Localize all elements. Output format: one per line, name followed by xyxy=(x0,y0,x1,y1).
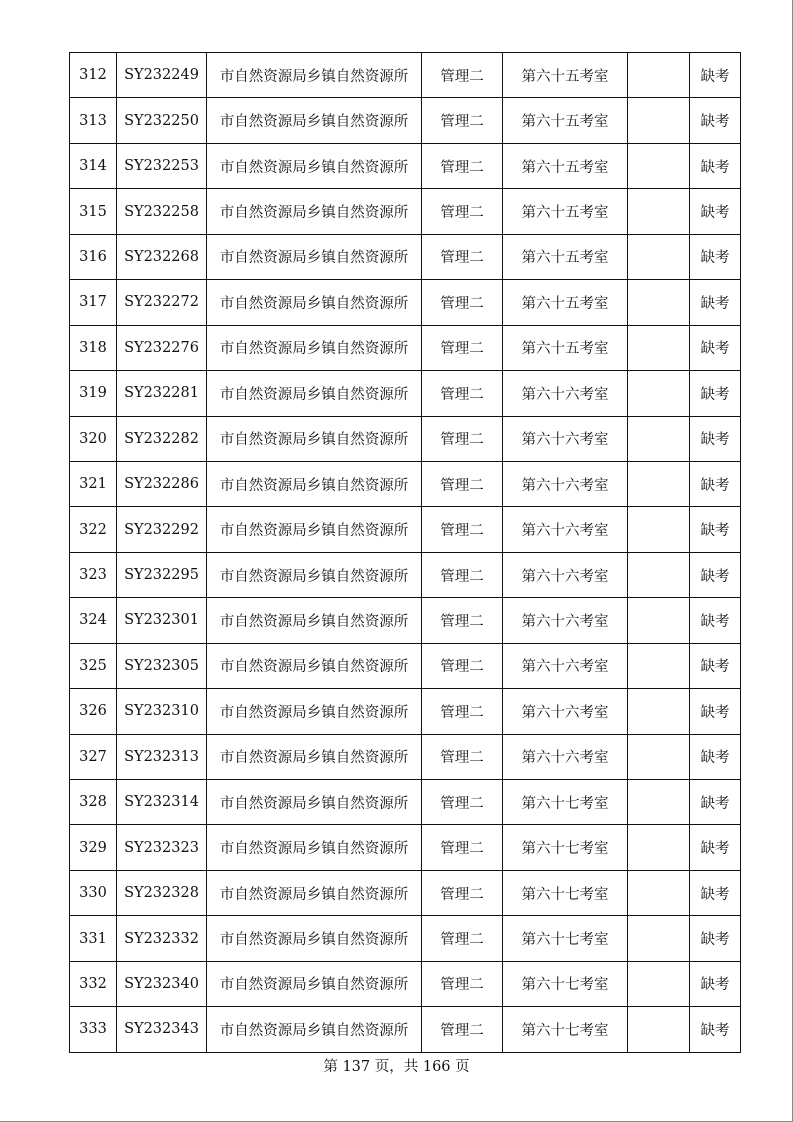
cell-score xyxy=(628,507,690,552)
cell-candidate-id: SY232253 xyxy=(117,143,207,188)
cell-post: 管理二 xyxy=(422,916,503,961)
cell-candidate-id: SY232250 xyxy=(117,98,207,143)
cell-post: 管理二 xyxy=(422,598,503,643)
cell-unit: 市自然资源局乡镇自然资源所 xyxy=(207,916,422,961)
table-row xyxy=(70,98,741,143)
cell-unit: 市自然资源局乡镇自然资源所 xyxy=(207,98,422,143)
cell-score xyxy=(628,234,690,279)
cell-seq: 314 xyxy=(70,143,117,188)
table-row xyxy=(70,689,741,734)
cell-remark: 缺考 xyxy=(690,143,741,188)
cell-score xyxy=(628,734,690,779)
table-row xyxy=(70,371,741,416)
cell-unit: 市自然资源局乡镇自然资源所 xyxy=(207,53,422,98)
cell-exam-room: 第六十六考室 xyxy=(503,461,628,506)
cell-unit: 市自然资源局乡镇自然资源所 xyxy=(207,143,422,188)
cell-candidate-id: SY232276 xyxy=(117,325,207,370)
table-row xyxy=(70,734,741,779)
cell-unit: 市自然资源局乡镇自然资源所 xyxy=(207,961,422,1006)
cell-seq: 326 xyxy=(70,689,117,734)
cell-remark: 缺考 xyxy=(690,280,741,325)
table-row xyxy=(70,643,741,688)
cell-post: 管理二 xyxy=(422,416,503,461)
cell-candidate-id: SY232343 xyxy=(117,1007,207,1052)
cell-candidate-id: SY232281 xyxy=(117,371,207,416)
table-row xyxy=(70,598,741,643)
cell-remark: 缺考 xyxy=(690,53,741,98)
cell-post: 管理二 xyxy=(422,371,503,416)
cell-remark: 缺考 xyxy=(690,643,741,688)
cell-post: 管理二 xyxy=(422,552,503,597)
cell-post: 管理二 xyxy=(422,143,503,188)
cell-seq: 327 xyxy=(70,734,117,779)
cell-post: 管理二 xyxy=(422,189,503,234)
cell-candidate-id: SY232314 xyxy=(117,780,207,825)
cell-post: 管理二 xyxy=(422,1007,503,1052)
cell-score xyxy=(628,280,690,325)
cell-score xyxy=(628,416,690,461)
table-row xyxy=(70,143,741,188)
cell-exam-room: 第六十五考室 xyxy=(503,325,628,370)
cell-exam-room: 第六十六考室 xyxy=(503,552,628,597)
cell-unit: 市自然资源局乡镇自然资源所 xyxy=(207,371,422,416)
cell-score xyxy=(628,552,690,597)
cell-candidate-id: SY232292 xyxy=(117,507,207,552)
cell-unit: 市自然资源局乡镇自然资源所 xyxy=(207,1007,422,1052)
cell-candidate-id: SY232310 xyxy=(117,689,207,734)
cell-score xyxy=(628,916,690,961)
cell-unit: 市自然资源局乡镇自然资源所 xyxy=(207,870,422,915)
cell-candidate-id: SY232301 xyxy=(117,598,207,643)
cell-unit: 市自然资源局乡镇自然资源所 xyxy=(207,825,422,870)
cell-score xyxy=(628,325,690,370)
cell-seq: 330 xyxy=(70,870,117,915)
cell-candidate-id: SY232328 xyxy=(117,870,207,915)
cell-candidate-id: SY232313 xyxy=(117,734,207,779)
cell-score xyxy=(628,961,690,1006)
cell-seq: 325 xyxy=(70,643,117,688)
cell-post: 管理二 xyxy=(422,507,503,552)
cell-unit: 市自然资源局乡镇自然资源所 xyxy=(207,325,422,370)
cell-remark: 缺考 xyxy=(690,461,741,506)
cell-remark: 缺考 xyxy=(690,507,741,552)
cell-score xyxy=(628,780,690,825)
cell-remark: 缺考 xyxy=(690,598,741,643)
table-row xyxy=(70,870,741,915)
table-row xyxy=(70,780,741,825)
cell-exam-room: 第六十七考室 xyxy=(503,916,628,961)
cell-unit: 市自然资源局乡镇自然资源所 xyxy=(207,189,422,234)
cell-remark: 缺考 xyxy=(690,325,741,370)
cell-candidate-id: SY232286 xyxy=(117,461,207,506)
cell-unit: 市自然资源局乡镇自然资源所 xyxy=(207,461,422,506)
cell-post: 管理二 xyxy=(422,53,503,98)
cell-post: 管理二 xyxy=(422,325,503,370)
cell-seq: 318 xyxy=(70,325,117,370)
cell-score xyxy=(628,1007,690,1052)
cell-seq: 321 xyxy=(70,461,117,506)
cell-score xyxy=(628,870,690,915)
cell-candidate-id: SY232323 xyxy=(117,825,207,870)
table-row xyxy=(70,189,741,234)
cell-seq: 320 xyxy=(70,416,117,461)
cell-score xyxy=(628,98,690,143)
cell-candidate-id: SY232340 xyxy=(117,961,207,1006)
cell-score xyxy=(628,598,690,643)
cell-post: 管理二 xyxy=(422,234,503,279)
cell-exam-room: 第六十五考室 xyxy=(503,53,628,98)
cell-seq: 333 xyxy=(70,1007,117,1052)
cell-seq: 324 xyxy=(70,598,117,643)
cell-exam-room: 第六十七考室 xyxy=(503,1007,628,1052)
cell-remark: 缺考 xyxy=(690,961,741,1006)
cell-unit: 市自然资源局乡镇自然资源所 xyxy=(207,734,422,779)
cell-remark: 缺考 xyxy=(690,780,741,825)
cell-remark: 缺考 xyxy=(690,1007,741,1052)
page-number-label: 第 137 页，共 166 页 xyxy=(323,1059,470,1075)
table-row xyxy=(70,961,741,1006)
table-row xyxy=(70,416,741,461)
table-row xyxy=(70,507,741,552)
cell-seq: 328 xyxy=(70,780,117,825)
cell-unit: 市自然资源局乡镇自然资源所 xyxy=(207,416,422,461)
cell-post: 管理二 xyxy=(422,280,503,325)
table-row xyxy=(70,234,741,279)
cell-post: 管理二 xyxy=(422,870,503,915)
cell-post: 管理二 xyxy=(422,825,503,870)
cell-seq: 322 xyxy=(70,507,117,552)
cell-post: 管理二 xyxy=(422,961,503,1006)
cell-candidate-id: SY232295 xyxy=(117,552,207,597)
cell-candidate-id: SY232249 xyxy=(117,53,207,98)
cell-score xyxy=(628,643,690,688)
cell-post: 管理二 xyxy=(422,98,503,143)
cell-candidate-id: SY232268 xyxy=(117,234,207,279)
cell-post: 管理二 xyxy=(422,461,503,506)
cell-seq: 329 xyxy=(70,825,117,870)
cell-candidate-id: SY232272 xyxy=(117,280,207,325)
cell-unit: 市自然资源局乡镇自然资源所 xyxy=(207,234,422,279)
cell-exam-room: 第六十六考室 xyxy=(503,643,628,688)
cell-remark: 缺考 xyxy=(690,916,741,961)
cell-remark: 缺考 xyxy=(690,825,741,870)
cell-unit: 市自然资源局乡镇自然资源所 xyxy=(207,598,422,643)
table-row xyxy=(70,825,741,870)
cell-score xyxy=(628,189,690,234)
cell-exam-room: 第六十七考室 xyxy=(503,825,628,870)
cell-candidate-id: SY232305 xyxy=(117,643,207,688)
cell-unit: 市自然资源局乡镇自然资源所 xyxy=(207,780,422,825)
cell-score xyxy=(628,53,690,98)
cell-score xyxy=(628,143,690,188)
cell-unit: 市自然资源局乡镇自然资源所 xyxy=(207,280,422,325)
cell-remark: 缺考 xyxy=(690,98,741,143)
cell-exam-room: 第六十五考室 xyxy=(503,280,628,325)
cell-seq: 332 xyxy=(70,961,117,1006)
cell-exam-room: 第六十五考室 xyxy=(503,234,628,279)
cell-post: 管理二 xyxy=(422,734,503,779)
cell-exam-room: 第六十六考室 xyxy=(503,689,628,734)
cell-remark: 缺考 xyxy=(690,371,741,416)
table-row xyxy=(70,325,741,370)
cell-exam-room: 第六十七考室 xyxy=(503,870,628,915)
cell-seq: 317 xyxy=(70,280,117,325)
page-footer xyxy=(0,1055,793,1076)
cell-post: 管理二 xyxy=(422,643,503,688)
cell-unit: 市自然资源局乡镇自然资源所 xyxy=(207,689,422,734)
cell-remark: 缺考 xyxy=(690,689,741,734)
cell-remark: 缺考 xyxy=(690,870,741,915)
cell-exam-room: 第六十六考室 xyxy=(503,598,628,643)
table-row xyxy=(70,916,741,961)
cell-score xyxy=(628,689,690,734)
cell-seq: 323 xyxy=(70,552,117,597)
cell-exam-room: 第六十六考室 xyxy=(503,416,628,461)
table-row xyxy=(70,461,741,506)
cell-remark: 缺考 xyxy=(690,552,741,597)
cell-score xyxy=(628,461,690,506)
cell-candidate-id: SY232282 xyxy=(117,416,207,461)
cell-seq: 313 xyxy=(70,98,117,143)
cell-exam-room: 第六十五考室 xyxy=(503,189,628,234)
cell-unit: 市自然资源局乡镇自然资源所 xyxy=(207,552,422,597)
table-row xyxy=(70,552,741,597)
cell-exam-room: 第六十七考室 xyxy=(503,780,628,825)
cell-unit: 市自然资源局乡镇自然资源所 xyxy=(207,507,422,552)
cell-seq: 312 xyxy=(70,53,117,98)
cell-seq: 331 xyxy=(70,916,117,961)
cell-exam-room: 第六十六考室 xyxy=(503,371,628,416)
results-table xyxy=(69,52,741,1053)
cell-candidate-id: SY232258 xyxy=(117,189,207,234)
cell-remark: 缺考 xyxy=(690,234,741,279)
cell-exam-room: 第六十六考室 xyxy=(503,734,628,779)
results-table-body xyxy=(70,53,741,1053)
cell-remark: 缺考 xyxy=(690,189,741,234)
cell-exam-room: 第六十六考室 xyxy=(503,507,628,552)
table-row xyxy=(70,280,741,325)
table-row xyxy=(70,53,741,98)
cell-score xyxy=(628,371,690,416)
cell-remark: 缺考 xyxy=(690,416,741,461)
cell-post: 管理二 xyxy=(422,689,503,734)
table-row xyxy=(70,1007,741,1052)
cell-seq: 315 xyxy=(70,189,117,234)
cell-remark: 缺考 xyxy=(690,734,741,779)
cell-seq: 316 xyxy=(70,234,117,279)
cell-post: 管理二 xyxy=(422,780,503,825)
cell-exam-room: 第六十五考室 xyxy=(503,143,628,188)
cell-exam-room: 第六十七考室 xyxy=(503,961,628,1006)
cell-seq: 319 xyxy=(70,371,117,416)
cell-score xyxy=(628,825,690,870)
cell-unit: 市自然资源局乡镇自然资源所 xyxy=(207,643,422,688)
cell-candidate-id: SY232332 xyxy=(117,916,207,961)
cell-exam-room: 第六十五考室 xyxy=(503,98,628,143)
